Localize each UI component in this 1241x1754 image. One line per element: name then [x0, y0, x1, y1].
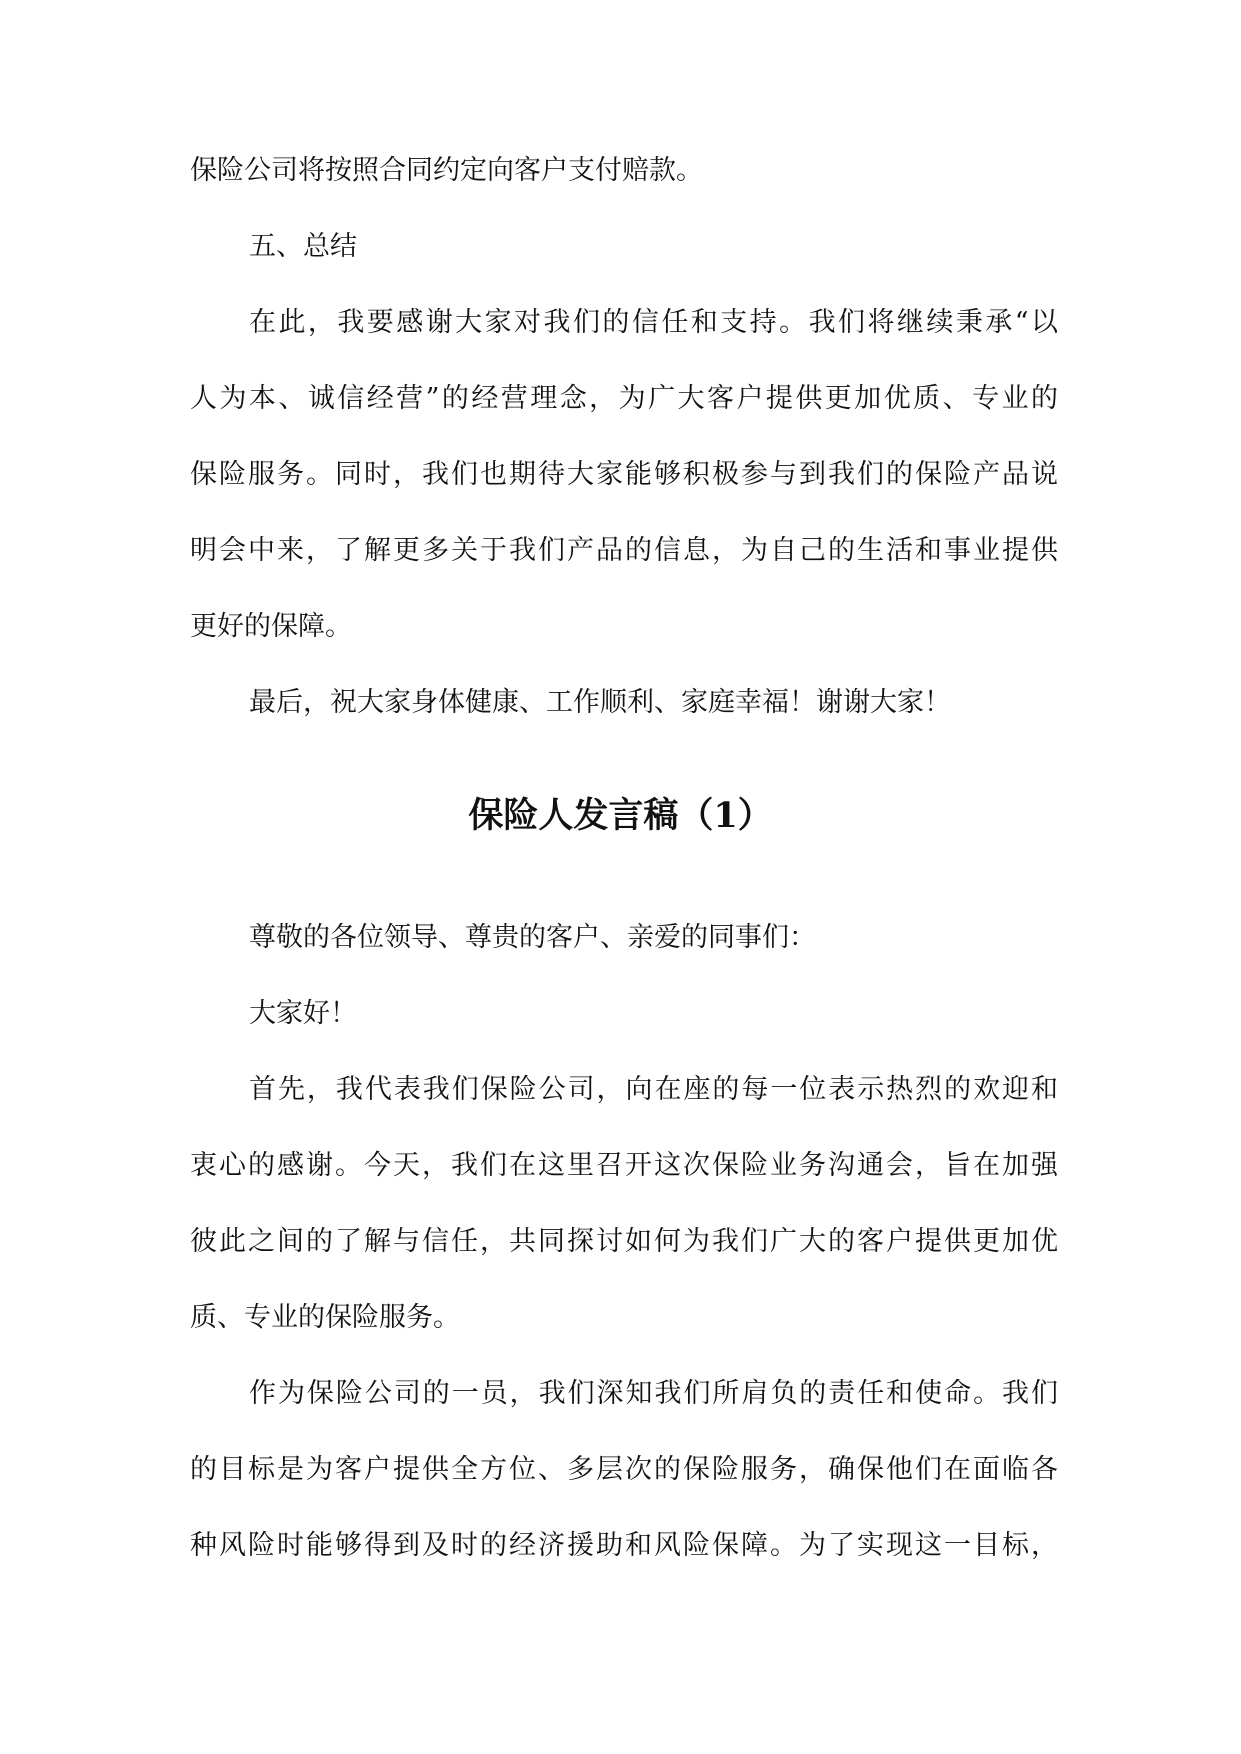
salutation: 尊敬的各位领导、尊贵的客户、亲爱的同事们：: [249, 922, 816, 953]
paragraph-line: 首先，我代表我们保险公司，向在座的每一位表示热烈的欢迎和: [249, 1074, 1058, 1105]
paragraph-line: 质、专业的保险服务。: [190, 1302, 460, 1333]
paragraph-line: 更好的保障。: [190, 611, 352, 642]
paragraph-line: 明会中来，了解更多关于我们产品的信息，为自己的生活和事业提供: [190, 535, 1058, 566]
paragraph-line: 人为本、诚信经营”的经营理念，为广大客户提供更加优质、专业的: [190, 383, 1058, 414]
paragraph-line: 彼此之间的了解与信任，共同探讨如何为我们广大的客户提供更加优: [190, 1226, 1058, 1257]
paragraph-line: 作为保险公司的一员，我们深知我们所肩负的责任和使命。我们: [249, 1378, 1058, 1409]
document-title: 保险人发言稿（1）: [468, 795, 773, 836]
paragraph-line: 衷心的感谢。今天，我们在这里召开这次保险业务沟通会，旨在加强: [190, 1150, 1058, 1181]
paragraph-line: 的目标是为客户提供全方位、多层次的保险服务，确保他们在面临各: [190, 1454, 1058, 1485]
section-heading: 五、总结: [249, 231, 357, 262]
paragraph-line: 种风险时能够得到及时的经济援助和风险保障。为了实现这一目标，: [190, 1530, 1058, 1561]
paragraph-line: 保险服务。同时，我们也期待大家能够积极参与到我们的保险产品说: [190, 459, 1058, 490]
paragraph-line: 在此，我要感谢大家对我们的信任和支持。我们将继续秉承“以: [249, 307, 1058, 338]
paragraph-line: 保险公司将按照合同约定向客户支付赔款。: [190, 155, 703, 186]
greeting: 大家好！: [249, 998, 357, 1029]
paragraph-line: 最后，祝大家身体健康、工作顺利、家庭幸福！谢谢大家！: [249, 687, 951, 718]
